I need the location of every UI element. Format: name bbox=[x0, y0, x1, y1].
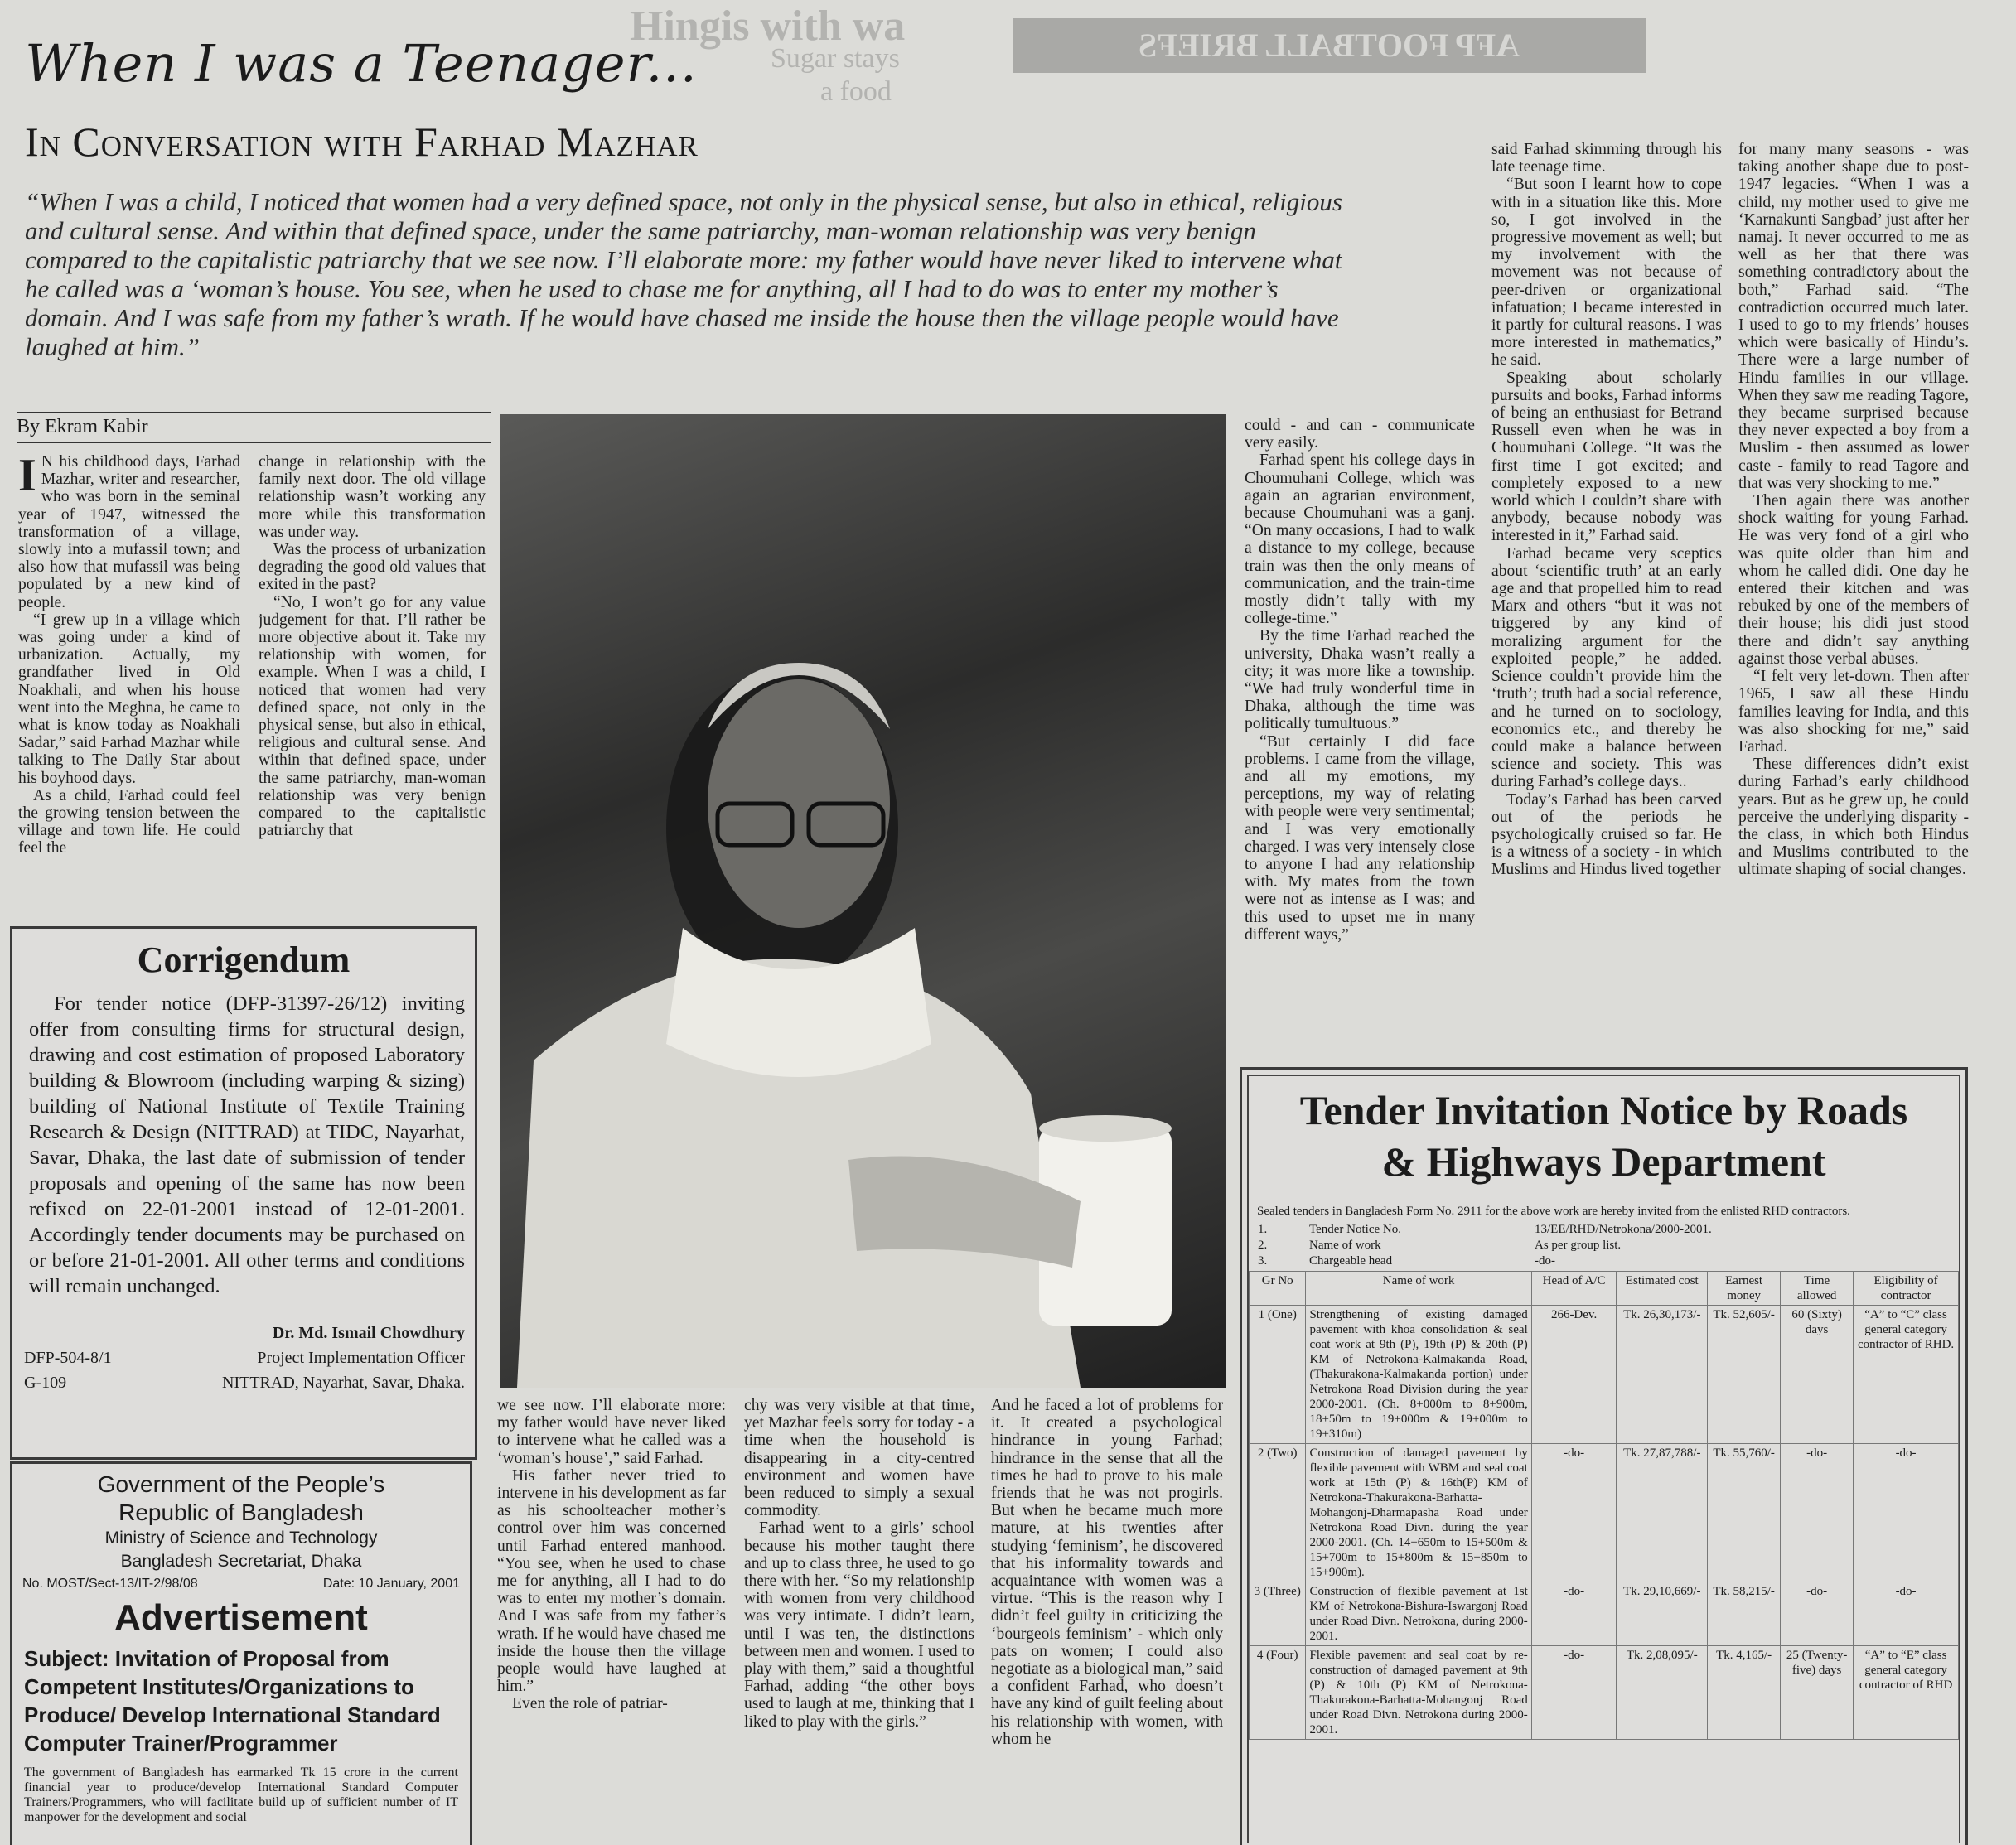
tender-cell-elig: -do- bbox=[1854, 1444, 1959, 1582]
corrigendum-sign-row-1 bbox=[12, 1345, 475, 1370]
tender-cell-head: -do- bbox=[1531, 1444, 1617, 1582]
article-bottom1-para: Even the role of patriar- bbox=[512, 1695, 668, 1713]
gov-line4: Bangladesh Secretariat, Dhaka bbox=[120, 1552, 362, 1571]
gov-line2: Republic of Bangladesh bbox=[118, 1500, 364, 1525]
tender-cell-time: 25 (Twenty-five) days bbox=[1781, 1646, 1854, 1740]
tender-column-header: Head of A/C bbox=[1531, 1272, 1617, 1306]
article-photo bbox=[500, 414, 1226, 1388]
tender-cell-work: Construction of flexible pavement at 1st KM of Netrokona-Bishura-Iswargonj Road under Road Divn. Netrokona, during 2000-2001. bbox=[1306, 1582, 1531, 1646]
article-bottom-column-2 bbox=[744, 1397, 974, 1832]
tender-cell-gr: 2 (Two) bbox=[1250, 1444, 1306, 1582]
tender-meta-table bbox=[1257, 1222, 1784, 1269]
corrigendum-title: Corrigendum bbox=[137, 939, 351, 980]
article-col4-para: Farhad became very sceptics about ‘scientific truth’ at an early age and that propelled him to read Marx and others “but it was not triggered by any kind of moralizing argument for the exploited people,” he added. Science couldn’t provide him the ‘truth’; truth had a social reference, and he turned on to sociology, economics etc., and thereby he could make a balance between science and society. This was during Farhad’s college days.. bbox=[1491, 544, 1722, 791]
tender-inner-frame bbox=[1247, 1075, 1960, 1843]
gov-line1: Government of the People’s bbox=[97, 1471, 385, 1497]
tender-cell-earnest: Tk. 52,605/- bbox=[1708, 1306, 1781, 1444]
article-col5-para: Then again there was another shock waiting for young Farhad. He was very fond of a girl who was quite older than him and whom he called didi. One day he entered their kitchen and was rebuked by one of the members of their house; his didi just stood there and didn’t say anything against those verbal abuses. bbox=[1738, 492, 1969, 668]
tender-column-header: Earnest money bbox=[1708, 1272, 1781, 1306]
article-pullquote: “When I was a child, I noticed that women had a very defined space, not only in the physical sense, but also in ethical, religious and cultural sense. And within that defined space, under the same patriarchy, man-woman relationship was very benign compared to the capitalistic patriarchy that we see now. I’ll elaborate more: my father would have never liked to intervene what he called was a ‘woman’s house. You see, when he used to chase me for anything, all I had to do was to enter my mother’s domain. And I was safe from my father’s wrath. If he would have chased me inside the house then the village people would have laughed at him.” bbox=[25, 187, 1342, 361]
corrigendum-ref2: G-109 bbox=[24, 1374, 67, 1392]
gov-ad-subject: Subject: Invitation of Proposal from Competent Institutes/Organizations to Produce/ Develop International Standard Computer Trainer/Programmer bbox=[24, 1646, 441, 1756]
tender-cell-time: 60 (Sixty) days bbox=[1781, 1306, 1854, 1444]
tender-cell-head: 266-Dev. bbox=[1531, 1306, 1617, 1444]
tender-meta-no: 1. bbox=[1258, 1223, 1268, 1236]
tender-cell-cost: Tk. 2,08,095/- bbox=[1617, 1646, 1708, 1740]
corrigendum-text: For tender notice (DFP-31397-26/12) inviting offer from consulting firms for structural design, drawing and cost estimation of proposed Laboratory building & Blowroom (including warping & sizing) building of National Institute of Textile Training Research & Design (NITTRAD) at TIDC, Nayarhat, Savar, Dhaka, the last date of submission of tender proposals and opening of the same has now been refixed on 22-01-2001 instead of 12-01-2001. Accordingly tender documents may be purchased on or before 21-01-2001. All other terms and conditions will remain unchanged. bbox=[29, 993, 465, 1297]
tender-meta-label: Tender Notice No. bbox=[1309, 1223, 1401, 1236]
article-column-3 bbox=[1245, 417, 1475, 1059]
corrigendum-designation: Project Implementation Officer bbox=[257, 1349, 465, 1367]
tender-cell-head: -do- bbox=[1531, 1582, 1617, 1646]
tender-notice-box bbox=[1240, 1067, 1968, 1845]
tender-cell-gr: 4 (Four) bbox=[1250, 1646, 1306, 1740]
gov-date: Date: 10 January, 2001 bbox=[322, 1577, 460, 1591]
bleed-sugar-line2: a food bbox=[820, 76, 892, 107]
corrigendum-office: NITTRAD, Nayarhat, Savar, Dhaka. bbox=[222, 1374, 465, 1392]
corrigendum-body bbox=[12, 991, 475, 1299]
article-col3-para: “But certainly I did face problems. I came from the village, and all my emotions, my perceptions, my way of relating with people were very sentimental; and I was very emotionally charged. I was very intensely close to anyone I had any relationship with. My mates from the town were not as intense as I was; and this used to upset me in many different ways,” bbox=[1245, 732, 1475, 944]
article-column-2 bbox=[259, 453, 486, 914]
article-bottom1-para: His father never tried to intervene in his development as far as his schoolteacher mother’s control over him was concerned until Farhad entered manhood. “You see, when he used to chase me for anything, all I had to do was to enter my mother’s domain. And I was safe from my father’s wrath. If he would have chased me inside the house then the village people would have laughed at him.” bbox=[497, 1466, 726, 1696]
gov-ad-body: The government of Bangladesh has earmarked Tk 15 crore in the current financial year to produce/develop International Standard Computer Trainers/Programmers, who will facilitate build up of sufficient number of IT manpower for the development and social bbox=[24, 1765, 458, 1824]
article-col3-para: could - and can - communicate very easily. bbox=[1245, 417, 1475, 452]
tender-row bbox=[1250, 1444, 1959, 1582]
tender-cell-work: Construction of damaged pavement by flexible pavement with WBM and seal coat work at 15th (P) & 16th(P) KM of Netrokona-Thakurakona-Barhatta-Mohangonj-Dharmapasha Road under Netrokona Road Divn. during the year 2000-2001. (Ch. 14+650m to 15+500m & 15+700m to 15+800m & 15+850m to 15+900m). bbox=[1306, 1444, 1531, 1582]
article-col5-para: “I felt very let-down. Then after 1965, I saw all these Hindu families leaving for India, and this was also shocking for me,” said Farhad. bbox=[1738, 668, 1969, 756]
tender-intro: Sealed tenders in Bangladesh Form No. 2911 for the above work are hereby invited from the enlisted RHD contractors. bbox=[1257, 1205, 1850, 1218]
article-col1-text: N his childhood days, Farhad Mazhar, writer and researcher, who was born in the seminal year of 1947, witnessed the transformation of a village, slowly into a mufassil town; and also how that mufassil was being populated by a new kind of people. bbox=[18, 453, 240, 611]
article-col4-para: “But soon I learnt how to cope with in a situation like this. More so, I got involved in the progressive movement as well; but my involvement with the movement was not because of peer-driven or organizational infatuation; I became interested in it partly for cultural reasons. I was more interested in mathematics,” he said. bbox=[1491, 176, 1722, 369]
gov-advertisement-box bbox=[10, 1461, 472, 1845]
tender-column-header: Gr No bbox=[1250, 1272, 1306, 1306]
tender-cell-work: Strengthening of existing damaged pavement with khoa consolidation & seal coat work at 9th (P), 19th (P) & 20th (P) KM of Netrokona-Kalmakanda Road, (Thakurakona-Kalmakanda portion) under Netrokona Road Division during the year 2000-2001. (Ch. 8+000m to 8+900m, 18+50m to 19+000m & 19+000m to 19+310m) bbox=[1306, 1306, 1531, 1444]
tender-column-header: Eligibility of contractor bbox=[1854, 1272, 1959, 1306]
tender-title-line1: Tender Invitation Notice by Roads bbox=[1299, 1087, 1908, 1133]
tender-cell-elig: -do- bbox=[1854, 1582, 1959, 1646]
article-col5-para: for many many seasons - was taking another shape due to post-1947 legacies. “When I was a child, my mother used to give me ‘Karnakunti Sangbad’ just after her namaj. It never occurred to me as well as her that there was something contradictory about the both,” Farhad said. “The contradiction occurred much later. I used to go to my friends’ houses which were basically of Hindu’s. There were a large number of Hindu families in our village. When they saw me reading Tagore, they became surprised because they never expected a boy from a Muslim - then assumed as lower caste - family to read Tagore and that was very shocking to me.” bbox=[1738, 141, 1969, 492]
tender-meta-row bbox=[1257, 1253, 1784, 1269]
article-col3-para: By the time Farhad reached the university, Dhaka wasn’t really a city; it was more like a township. “We had truly wonderful time in Dhaka, although the time was politically tumultuous.” bbox=[1245, 627, 1475, 733]
tender-meta-no: 2. bbox=[1258, 1239, 1268, 1252]
article-bottom2-para: chy was very visible at that time, yet Mazhar feels sorry for today - a time when the household is disappearing in a city-centred environment and women have been reduced to simply a sexual commodity. bbox=[744, 1397, 974, 1520]
tender-cell-gr: 1 (One) bbox=[1250, 1306, 1306, 1444]
portrait-illustration bbox=[500, 414, 1226, 1388]
tender-cell-time: -do- bbox=[1781, 1582, 1854, 1646]
gov-line3: Ministry of Science and Technology bbox=[104, 1529, 378, 1548]
article-byline: By Ekram Kabir bbox=[17, 416, 148, 437]
article-bottom2-para: Farhad went to a girls’ school because his mother taught there and up to class three, he used to go there with her. “So my relationship with women from very childhood was very intimate. I didn’t learn, until I was ten, the distinctions between men and women. I used to play with them,” said a thoughtful Farhad, adding “the other boys used to laugh at me, thinking that I liked to play with the girls.” bbox=[744, 1519, 974, 1731]
article-col4-para: said Farhad skimming through his late teenage time. bbox=[1491, 141, 1722, 176]
byline-rule-top bbox=[17, 412, 491, 413]
tender-meta-label: Chargeable head bbox=[1309, 1254, 1393, 1268]
tender-column-header: Estimated cost bbox=[1617, 1272, 1708, 1306]
tender-cell-cost: Tk. 26,30,173/- bbox=[1617, 1306, 1708, 1444]
tender-meta-row bbox=[1257, 1222, 1784, 1238]
article-bottom3-para: And he faced a lot of problems for it. It created a psychological hindrance in young Farhad; hindrance in the sense that all the times he had to prove to his male friends that he was not progirls. But when he became much more mature, at his twenties after studying ‘feminism’, he discovered that his informality towards and acquaintance with women was a virtue. “This is the reason why I didn’t feel guilty in criticizing the ‘bourgeois feminism’ - which only pats on women; I could also negotiate as a biological man,” said a confident Farhad, who doesn’t have any kind of guilt feeling about his relationship with women, with whom he bbox=[991, 1397, 1223, 1748]
tender-cell-work: Flexible pavement and seal coat by re-construction of damaged pavement at 9th (P) & 10th (P) KM of Netrokona-Thakurakona-Barhatta-Mohangonj Road under Road Divn. Netrokona during 2000-2001. bbox=[1306, 1646, 1531, 1740]
gov-ref-no: No. MOST/Sect-13/IT-2/98/08 bbox=[22, 1577, 198, 1591]
tender-row bbox=[1250, 1582, 1959, 1646]
tender-cell-time: -do- bbox=[1781, 1444, 1854, 1582]
article-col5-para: These differences didn’t exist during Farhad’s early childhood years. But as he grew up, he could perceive the underlying disparity - the class, in which both Hindus and Muslims contributed to the ultimate shaping of social changes. bbox=[1738, 756, 1969, 879]
tender-table bbox=[1249, 1271, 1959, 1740]
article-column-5 bbox=[1738, 141, 1969, 1060]
tender-title-line2: & Highways Department bbox=[1381, 1138, 1826, 1185]
article-column-4 bbox=[1491, 141, 1722, 1060]
article-col4-para: Speaking about scholarly pursuits and books, Farhad informs of being an enthusiast for Betrand Russell even when he was in Choumuhani College. “It was the first time I got excited; and completely exposed to a new world which I couldn’t share with anybody, because nobody was interested in it,” Farhad said. bbox=[1491, 369, 1722, 545]
article-col1-para: As a child, Farhad could feel the growing tension between the village and town life. He could feel the bbox=[18, 786, 240, 857]
article-bottom1-para: we see now. I’ll elaborate more: my father would have never liked to intervene what he called was a ‘woman’s house’,” said Farhad. bbox=[497, 1397, 726, 1467]
bleed-sugar-line1: Sugar stays bbox=[771, 43, 900, 74]
bleed-top-center-headline: Hingis with wa bbox=[630, 2, 906, 50]
article-bottom-column-1 bbox=[497, 1397, 726, 1832]
tender-column-header: Name of work bbox=[1306, 1272, 1531, 1306]
gov-ref-row bbox=[12, 1573, 470, 1595]
tender-meta-value: 13/EE/RHD/Netrokona/2000-2001. bbox=[1535, 1223, 1712, 1236]
tender-cell-earnest: Tk. 55,760/- bbox=[1708, 1444, 1781, 1582]
tender-meta-value: As per group list. bbox=[1535, 1239, 1622, 1252]
article-col2-para: Was the process of urbanization degrading the good old values that exited in the past? bbox=[259, 541, 486, 594]
article-kicker: When I was a Teenager... bbox=[25, 33, 698, 94]
tender-cell-elig: “A” to “E” class general category contractor of RHD bbox=[1854, 1646, 1959, 1740]
tender-row bbox=[1250, 1306, 1959, 1444]
tender-cell-elig: “A” to “C” class general category contractor of RHD. bbox=[1854, 1306, 1959, 1444]
tender-cell-gr: 3 (Three) bbox=[1250, 1582, 1306, 1646]
byline-rule-bottom bbox=[17, 442, 491, 443]
gov-ad-title: Advertisement bbox=[114, 1597, 368, 1638]
corrigendum-ref1: DFP-504-8/1 bbox=[24, 1349, 112, 1367]
tender-meta-value: -do- bbox=[1535, 1254, 1555, 1268]
article-bottom-column-3 bbox=[991, 1397, 1223, 1832]
bleed-football-banner bbox=[1013, 18, 1646, 73]
tender-meta-label: Name of work bbox=[1309, 1239, 1381, 1252]
tender-meta-no: 3. bbox=[1258, 1254, 1268, 1268]
tender-cell-cost: Tk. 27,87,788/- bbox=[1617, 1444, 1708, 1582]
tender-cell-earnest: Tk. 58,215/- bbox=[1708, 1582, 1781, 1646]
article-col2-para: “No, I won’t go for any value judgement for that. I’ll rather be more objective about it. Take my relationship with women, for example. When I was a child, I noticed that women had very defined space, not only in the physical sense, but also in ethical, religious and cultural sense. And within that defined space, under the same patriarchy, man-woman relationship was very benign compared to the capitalistic patriarchy that bbox=[259, 593, 486, 840]
dropcap: I bbox=[18, 453, 36, 501]
article-headline: In Conversation with Farhad Mazhar bbox=[25, 118, 699, 165]
corrigendum-signatory: Dr. Md. Ismail Chowdhury bbox=[272, 1324, 465, 1342]
tender-meta-row bbox=[1257, 1238, 1784, 1253]
tender-cell-earnest: Tk. 4,165/- bbox=[1708, 1646, 1781, 1740]
article-col2-para: change in relationship with the family next door. The old village relationship wasn’t working any more while this transformation was under way. bbox=[259, 453, 486, 541]
article-col4-para: Today’s Farhad has been carved out of the periods he psychologically cruised so far. He is a witness of a society - in which Muslims and Hindus lived together bbox=[1491, 790, 1722, 879]
corrigendum-box bbox=[10, 926, 477, 1460]
tender-cell-cost: Tk. 29,10,669/- bbox=[1617, 1582, 1708, 1646]
article-col3-para: Farhad spent his college days in Choumuhani College, which was again an agrarian environment, because Choumuhani was a ganj. “On many occasions, I had to walk a distance to my college, because train was then the only means of communication, and the train-time mostly didn’t tally with my college-time.” bbox=[1245, 452, 1475, 628]
bleed-football-banner-text: AFP FOOTBALL BRIEFS bbox=[1138, 27, 1520, 64]
tender-column-header: Time allowed bbox=[1781, 1272, 1854, 1306]
article-col1-para: “I grew up in a village which was going under a kind of urbanization. Actually, my grandfather lived in Old Noakhali, and when his house went into the Meghna, he came to what is know today as Noakhali Sadar,” said Farhad Mazhar while talking to The Daily Star about his boyhood days. bbox=[18, 611, 240, 787]
article-column-1 bbox=[18, 453, 240, 914]
tender-cell-head: -do- bbox=[1531, 1646, 1617, 1740]
article-col1-para bbox=[18, 453, 240, 611]
tender-row bbox=[1250, 1646, 1959, 1740]
corrigendum-sign-row-2 bbox=[12, 1370, 475, 1395]
